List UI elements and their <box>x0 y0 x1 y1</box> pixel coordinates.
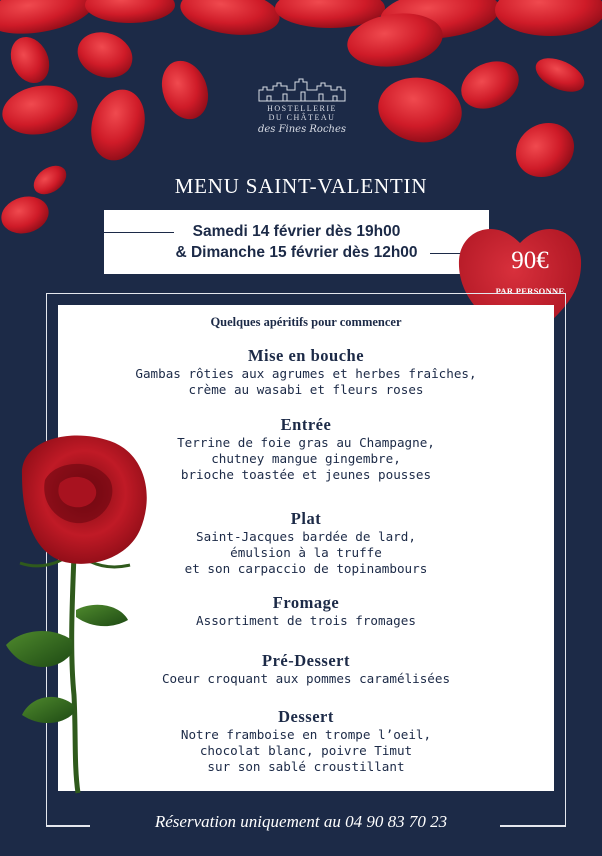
logo-line-1: HOSTELLERIE <box>267 104 337 113</box>
menu-intro: Quelques apéritifs pour commencer <box>210 315 402 329</box>
course-line: chutney mangue gingembre, <box>211 451 401 466</box>
course-line: Saint-Jacques bardée de lard, <box>196 529 416 544</box>
course-title: Fromage <box>272 593 340 612</box>
logo-line-2: DU CHÂTEAU <box>268 113 336 122</box>
price-label: PAR PERSONNE <box>495 286 565 296</box>
course-title: Mise en bouche <box>247 346 365 365</box>
course-line: Terrine de foie gras au Champagne, <box>177 435 435 450</box>
date-rule-left <box>104 232 174 233</box>
logo-line-3: des Fines Roches <box>257 124 347 135</box>
course-line: sur son sablé croustillant <box>207 759 405 774</box>
hotel-logo <box>232 78 372 135</box>
course-title: Plat <box>290 509 322 528</box>
course-line: Notre framboise en trompe l’oeil, <box>180 727 432 742</box>
rose-icon <box>0 435 160 795</box>
course-title: Pré-Dessert <box>262 651 350 670</box>
course-title: Entrée <box>280 415 332 434</box>
course-line: Assortiment de trois fromages <box>196 613 416 628</box>
course-line: chocolat blanc, poivre Timut <box>199 743 413 758</box>
course-line: et son carpaccio de topinambours <box>184 561 428 576</box>
date-box <box>104 210 489 274</box>
price-amount: 90€ <box>511 247 549 274</box>
course-line: émulsion à la truffe <box>230 545 382 560</box>
reservation-footer: Réservation uniquement au 04 90 83 70 23 <box>154 812 448 831</box>
course-line: Coeur croquant aux pommes caramélisées <box>161 671 451 686</box>
page-title: MENU SAINT-VALENTIN <box>174 174 428 198</box>
course-line: crème au wasabi et fleurs roses <box>188 382 424 397</box>
castle-logo-icon <box>257 78 347 102</box>
date-line-1: Samedi 14 février dès 19h00 <box>192 223 401 240</box>
date-line-2: & Dimanche 15 février dès 12h00 <box>175 244 418 261</box>
course-line: brioche toastée et jeunes pousses <box>180 467 432 482</box>
course-line: Gambas rôties aux agrumes et herbes fraîches, <box>135 366 477 381</box>
course-mise-en-bouche <box>58 346 554 398</box>
course-title: Dessert <box>278 707 334 726</box>
